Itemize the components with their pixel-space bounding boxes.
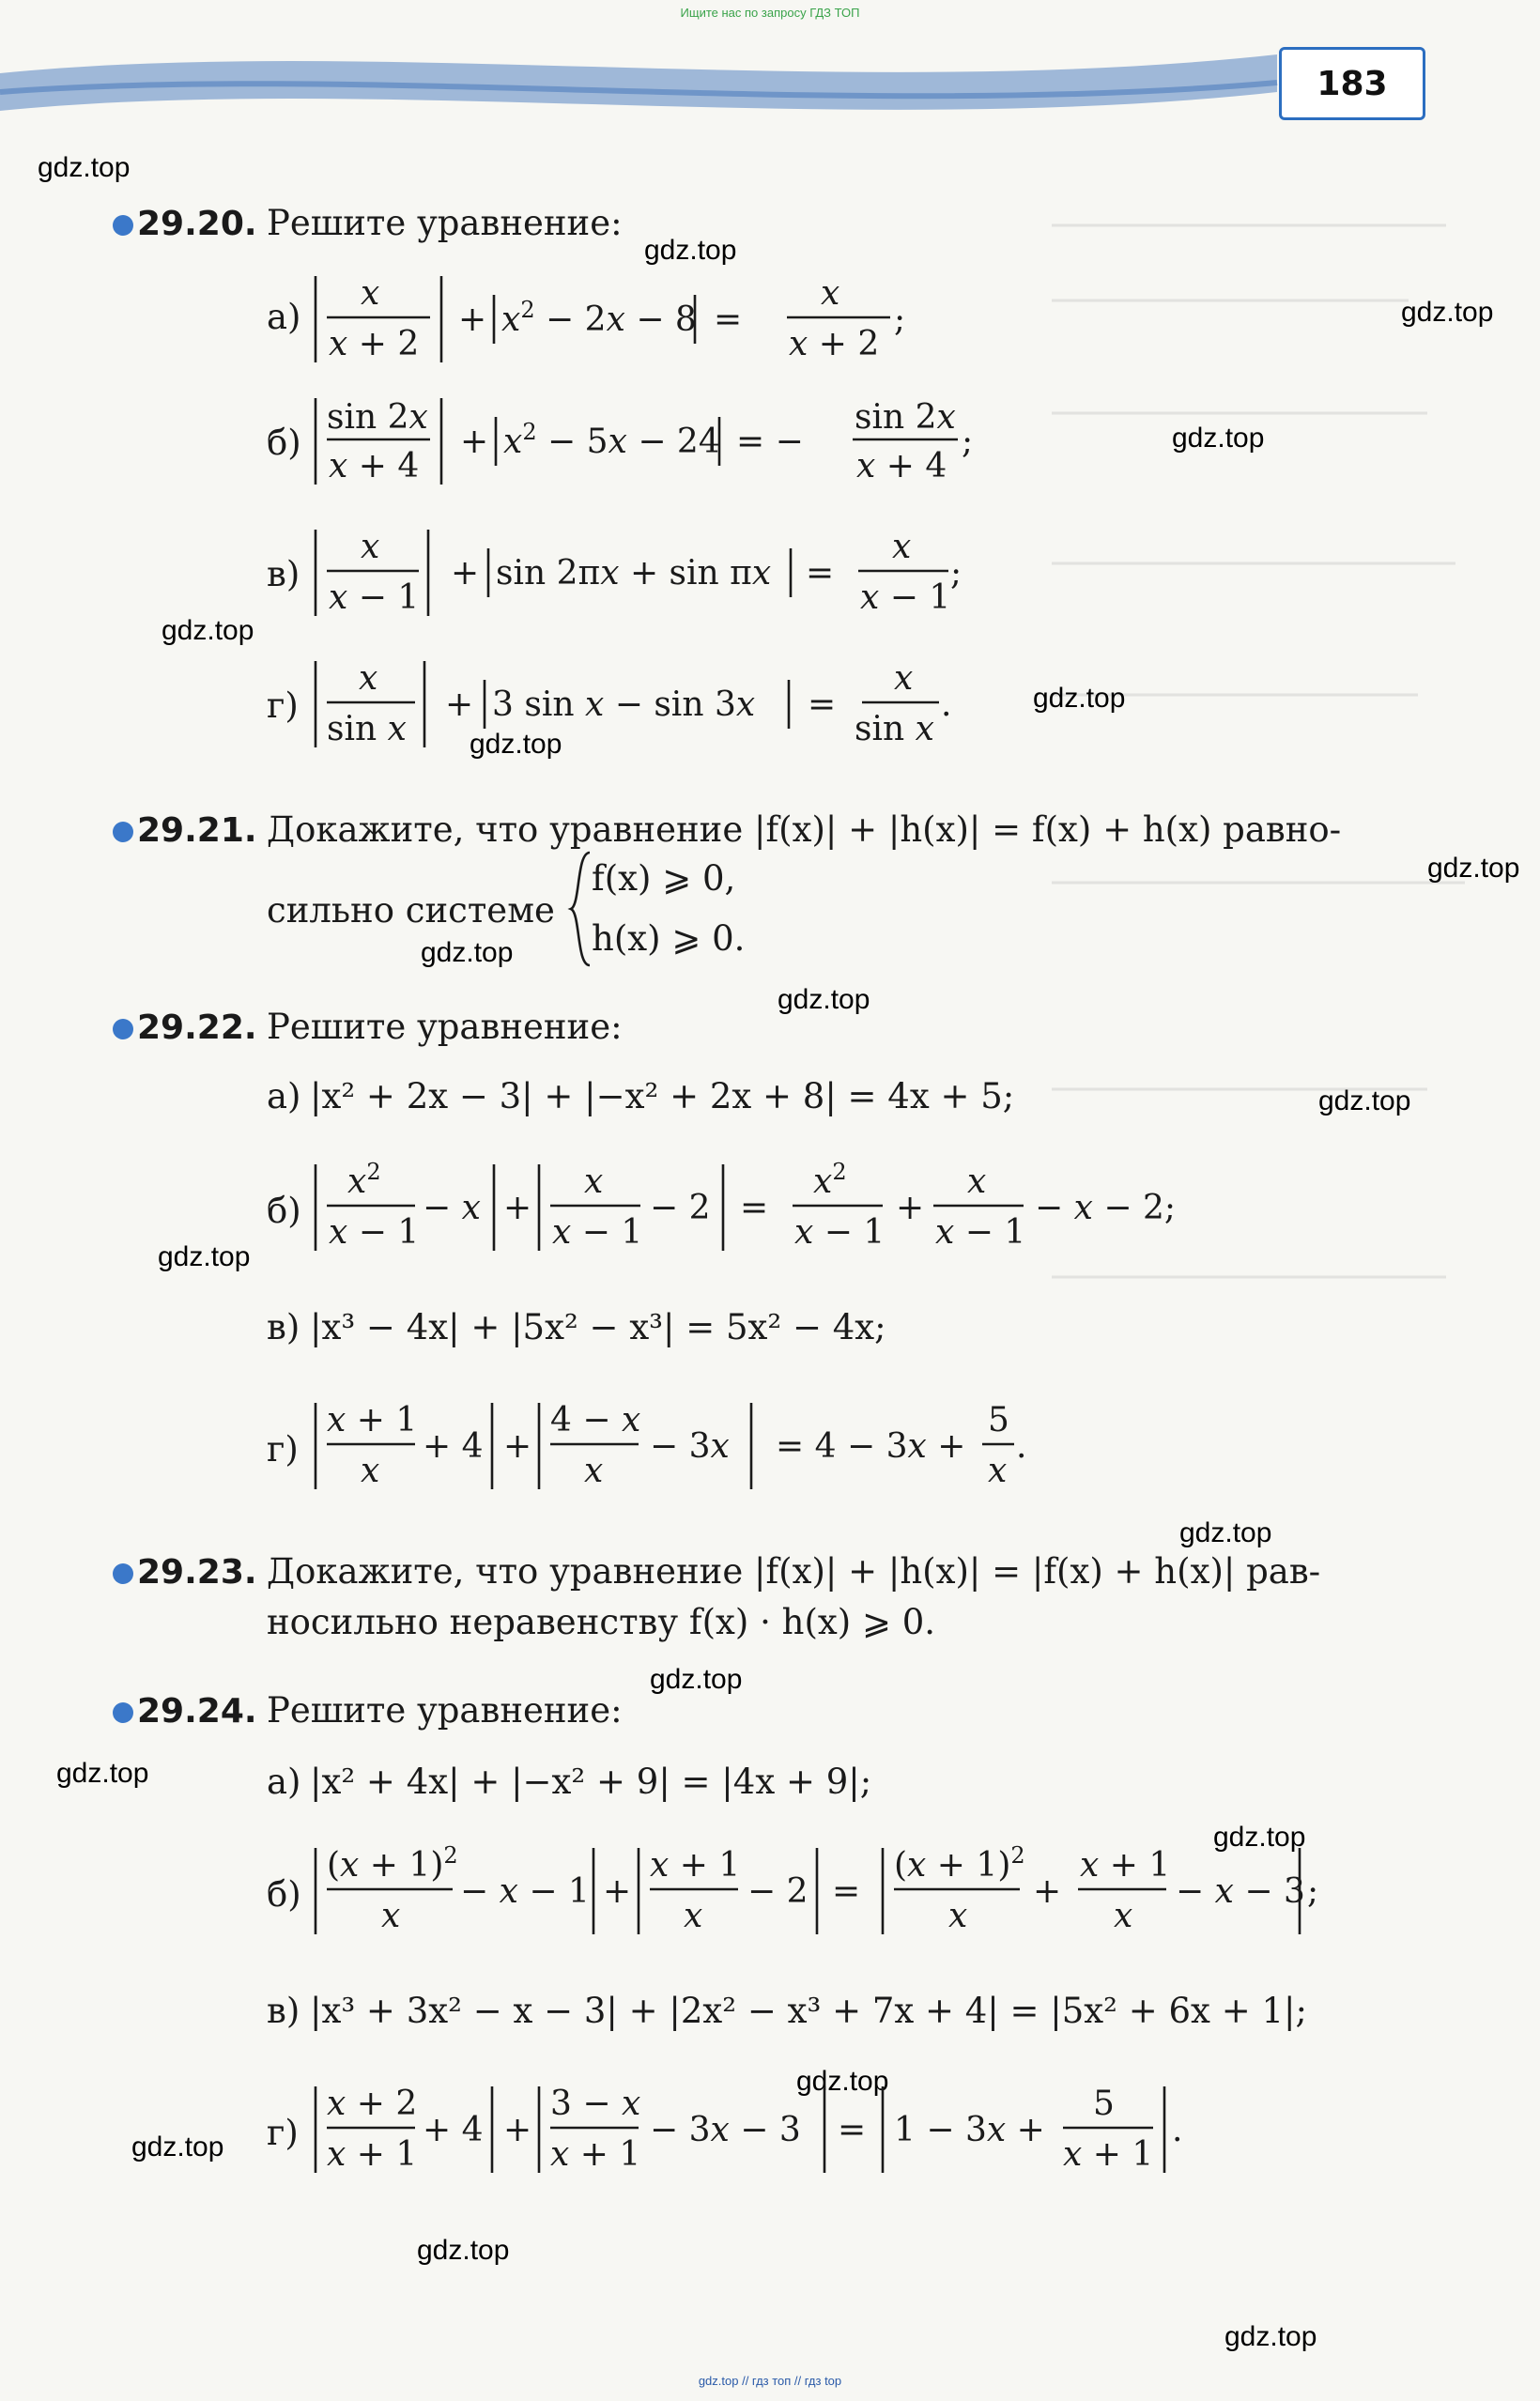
svg-text:+: + [503,2111,532,2149]
watermark: gdz.top [38,152,131,183]
svg-text:;: ; [950,554,962,593]
watermark: gdz.top [417,2235,510,2266]
item-label: в) [267,554,300,594]
svg-text:.: . [1172,2111,1183,2149]
equation-29-22-b [310,1161,1230,1258]
svg-text:x: x [892,528,912,566]
svg-text:+: + [503,1189,532,1227]
svg-text:x: x [359,659,378,698]
equation-29-24-a: |x² + 4x| + |−x² + 9| = |4x + 9|; [310,1762,872,1802]
watermark: gdz.top [796,2066,889,2097]
svg-text:+ 4: + 4 [423,1427,484,1466]
svg-text:+: + [603,1872,632,1911]
svg-text:5: 5 [1093,2085,1115,2123]
system-line: f(x) ⩾ 0, [592,858,736,899]
svg-text:− 3x − 3: − 3x − 3 [650,2111,801,2149]
svg-text:+: + [460,423,489,461]
svg-text:x: x [988,1452,1008,1490]
watermark: gdz.top [158,1241,251,1272]
svg-text:+: + [451,554,480,593]
svg-text:x: x [361,274,380,313]
watermark: gdz.top [1033,683,1126,714]
equation-29-22-d [310,1399,1155,1497]
problem-text: Решите уравнение: [267,203,623,243]
page-number: 183 [1279,47,1425,120]
svg-text:+ 4: + 4 [423,2111,484,2149]
svg-text:x + 4: x + 4 [856,447,947,485]
svg-text:(x + 1)2: $(x + 1)^2$ [894,1842,1025,1885]
system-line: h(x) ⩾ 0. [592,918,746,959]
svg-text:+: + [1033,1872,1062,1911]
watermark: gdz.top [778,984,870,1015]
svg-text:x + 1: x + 1 [550,2135,641,2174]
svg-text:x: x [948,1897,968,1935]
item-label: а) [267,1762,301,1802]
item-label: г) [267,2113,299,2153]
svg-text:3 sin x − sin 3x: 3 sin x − sin 3x [492,685,756,724]
item-label: в) [267,1307,300,1347]
svg-text:x: x [894,659,914,698]
svg-text:+: + [458,300,487,339]
item-label: а) [267,297,301,337]
svg-text:.: . [941,685,952,724]
svg-text:sin 2πx + sin πx: sin 2πx + sin πx [496,554,772,593]
svg-text:=: = [832,1872,861,1911]
watermark: gdz.top [1318,1085,1411,1116]
svg-text:+: + [445,685,474,724]
svg-text:1 − 3x +: 1 − 3x + [894,2111,1045,2149]
svg-text:− 2: − 2 [747,1872,808,1911]
svg-text:=: = [806,554,835,593]
svg-text:− x − 3: − x − 3 [1176,1872,1305,1911]
equation-29-20-a [310,272,967,370]
svg-text:x + 1: x + 1 [1063,2135,1154,2174]
equation-29-22-a: |x² + 2x − 3| + |−x² + 2x + 8| = 4x + 5; [310,1076,1015,1116]
svg-text:3 − x: 3 − x [550,2085,641,2123]
svg-text:=: = [714,300,743,339]
problem-text: носильно неравенству f(x) · h(x) ⩾ 0. [267,1602,936,1642]
svg-text:4 − x: 4 − x [550,1401,641,1439]
problem-number: 29.22. [113,1008,257,1047]
svg-text:x − 1: x − 1 [329,1213,420,1252]
svg-text:+: + [503,1427,532,1466]
watermark: gdz.top [1427,853,1520,884]
equation-29-20-c [310,526,1024,623]
svg-text:;: ; [894,300,906,339]
svg-text:x + 2: x + 2 [329,325,420,363]
equation-29-24-d [310,2083,1249,2180]
svg-text:x + 4: x + 4 [329,447,420,485]
svg-text:;: ; [1307,1872,1319,1911]
watermark: gdz.top [56,1758,149,1789]
equation-29-24-b [310,1844,1343,1942]
svg-text:5: 5 [988,1401,1009,1439]
svg-text:x: x [584,1162,604,1201]
svg-text:sin x: sin x [327,710,407,748]
svg-text:(x + 1)2: $(x + 1)^2$ [327,1842,458,1885]
watermark: gdz.top [470,729,562,760]
problem-text: Докажите, что уравнение |f(x)| + |h(x)| = f(x) + h(x) равно- [267,809,1342,850]
svg-text:sin x: sin x [855,710,934,748]
svg-text:x2: $x^2$ [347,1159,381,1201]
svg-text:− x − 1: − x − 1 [460,1872,590,1911]
watermark: gdz.top [131,2132,224,2162]
item-label: г) [267,1429,299,1470]
watermark: gdz.top [644,235,737,266]
svg-text:= 4 − 3x +: = 4 − 3x + [776,1427,966,1466]
svg-text:sin 2x: sin 2x [855,398,956,437]
problem-text: сильно системе [267,890,555,931]
svg-text:x − 1: x − 1 [552,1213,643,1252]
svg-text:sin 2x: sin 2x [327,398,428,437]
watermark: gdz.top [1179,1517,1272,1548]
watermark: gdz.top [1213,1822,1306,1853]
svg-text:− 3x: − 3x [650,1427,730,1466]
svg-text:− x: − x [423,1189,481,1227]
svg-text:+: + [896,1189,925,1227]
problem-number: 29.20. [113,205,257,243]
svg-text:x: x [584,1452,604,1490]
item-label: б) [267,423,301,463]
watermark: gdz.top [162,615,254,646]
equation-29-22-c: |x³ − 4x| + |5x² − x³| = 5x² − 4x; [310,1307,886,1347]
svg-text:.: . [1016,1427,1027,1466]
svg-text:=: = [740,1189,769,1227]
svg-text:x + 1: x + 1 [1080,1846,1171,1885]
problem-text: Решите уравнение: [267,1007,623,1047]
item-label: б) [267,1874,301,1915]
watermark: gdz.top [1172,423,1265,454]
svg-text:x2: $x^2$ [813,1159,847,1201]
svg-text:x2 − 2x − 8: $x^2 - 2x - 8$ [501,297,697,339]
top-note: Ищите нас по запросу ГДЗ ТОП [680,6,860,20]
svg-text:x + 1: x + 1 [650,1846,741,1885]
svg-text:x + 1: x + 1 [327,2135,418,2174]
item-label: а) [267,1076,301,1116]
problem-text: Решите уравнение: [267,1690,623,1731]
svg-text:x2 − 5x − 24: $x^2 - 5x - 24$ [503,419,720,461]
watermark: gdz.top [1401,297,1494,328]
equation-29-24-c: |x³ + 3x² − x − 3| + |2x² − x³ + 7x + 4| = |5x² + 6x + 1|; [310,1991,1307,2031]
item-label: г) [267,685,299,726]
svg-text:x: x [967,1162,987,1201]
svg-text:=: = [838,2111,867,2149]
watermark: gdz.top [1224,2321,1317,2352]
svg-text:x: x [684,1897,703,1935]
svg-text:x − 1: x − 1 [329,578,420,617]
problem-text: Докажите, что уравнение |f(x)| + |h(x)| = |f(x) + h(x)| рав- [267,1551,1321,1592]
svg-text:x + 2: x + 2 [327,2085,418,2123]
svg-text:;: ; [962,423,974,461]
svg-text:x: x [361,1452,380,1490]
equation-29-20-d [310,657,1024,755]
svg-text:x: x [1114,1897,1133,1935]
problem-number: 29.23. [113,1553,257,1592]
watermark: gdz.top [650,1664,743,1695]
watermark: gdz.top [421,937,514,968]
svg-text:x: x [821,274,840,313]
svg-text:x − 1: x − 1 [860,578,951,617]
svg-text:− 2: − 2 [650,1189,711,1227]
svg-text:x + 1: x + 1 [327,1401,418,1439]
item-label: б) [267,1191,301,1231]
svg-text:= −: = − [736,423,804,461]
svg-text:x − 1: x − 1 [935,1213,1026,1252]
svg-text:x: x [361,528,380,566]
equation-29-20-b [310,394,1024,492]
problem-number: 29.21. [113,811,257,850]
svg-text:x: x [381,1897,401,1935]
problem-number: 29.24. [113,1692,257,1731]
svg-text:=: = [808,685,837,724]
svg-text:x + 2: x + 2 [789,325,880,363]
item-label: в) [267,1991,300,2031]
svg-text:− x − 2;: − x − 2; [1035,1189,1177,1227]
bottom-note: gdz.top // гдз топ // гдз top [698,2374,842,2388]
svg-text:x − 1: x − 1 [794,1213,886,1252]
